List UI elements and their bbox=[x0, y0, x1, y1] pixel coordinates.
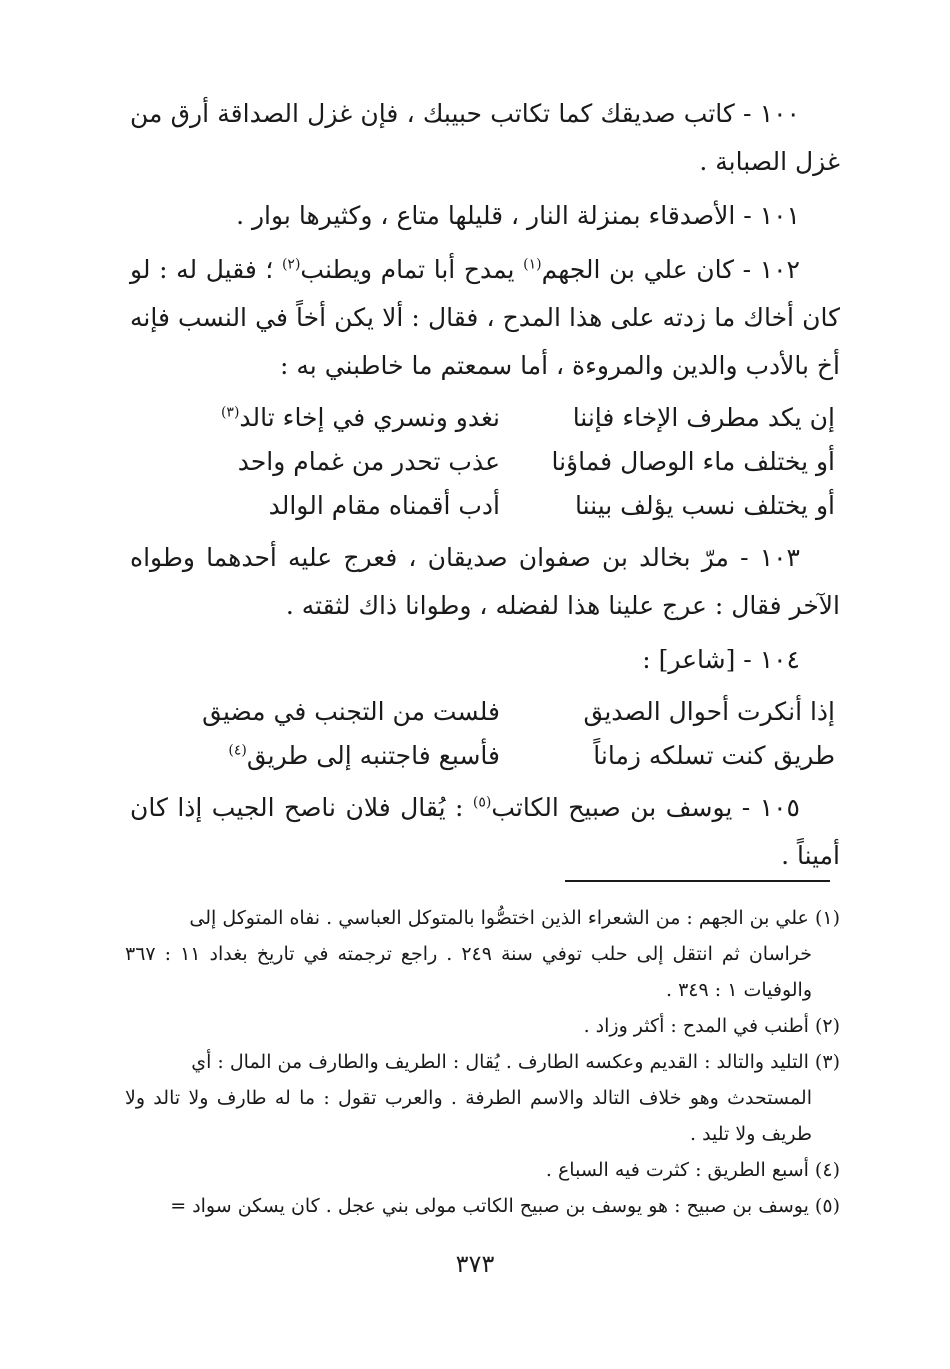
footnote-1 bbox=[125, 900, 840, 1008]
entry-101: ١٠١ - الأصدقاء بمنزلة النار ، قليلها متاع ، وكثيرها بوار . bbox=[236, 201, 800, 230]
verse-second-hemistich: نغدو ونسري في إخاء تالد$^{(٣)}$ bbox=[220, 403, 500, 432]
verse-line bbox=[130, 690, 840, 734]
entry-105-part-2: : يُقال فلان ناصح الجيب إذا كان أميناً . bbox=[130, 793, 840, 870]
entry-104: ١٠٤ - [شاعر] : bbox=[642, 645, 800, 674]
entry-100: ١٠٠ - كاتب صديقك كما تكاتب حبيبك ، فإن غزل الصداقة أرق من غزل الصبابة . bbox=[130, 99, 840, 176]
entry-102 bbox=[130, 246, 840, 390]
main-text bbox=[130, 90, 840, 886]
footnote-3-first-line: (٣) التليد والتالد : القديم وعكسه الطارف . يُقال : الطريف والطارف من المال : أي bbox=[191, 1051, 840, 1073]
footnote-1-first-line: (١) علي بن الجهم : من الشعراء الذين اختصُّوا بالمتوكل العباسي . نفاه المتوكل إلى bbox=[189, 907, 840, 929]
verse-second-hemistich: عذب تحدر من غمام واحد bbox=[237, 447, 500, 476]
verse-line bbox=[130, 440, 840, 484]
poem-1 bbox=[130, 396, 840, 528]
footnote-2 bbox=[125, 1008, 840, 1044]
page-number: ٣٧٣ bbox=[455, 1250, 495, 1278]
footnotes bbox=[125, 900, 840, 1224]
entry-103: ١٠٣ - مرّ بخالد بن صفوان صديقان ، فعرج عليه أحدهما وطواه الآخر فقال : عرج علينا هذا لفضله ، وطوانا ذاك لثقته . bbox=[130, 543, 840, 620]
verse-first-hemistich: أو يختلف ماء الوصال فماؤنا bbox=[551, 447, 835, 476]
entry-102-part-3: ؛ فقيل له : لو كان أخاك ما زدته على هذا المدح ، فقال : ألا يكن أخاً في النسب فإنه أخ بالأدب والدين والمروءة ، أما سمعتم ما خاطبني به : bbox=[130, 255, 840, 380]
verse-first-hemistich: أو يختلف نسب يؤلف بيننا bbox=[575, 491, 835, 520]
footnote-4 bbox=[125, 1152, 840, 1188]
footnote-5-text: (٥) يوسف بن صبيح : هو يوسف بن صبيح الكاتب مولى بني عجل . كان يسكن سواد = bbox=[170, 1195, 840, 1217]
entry-102-part-1: ١٠٢ - كان علي بن الجهم bbox=[541, 255, 800, 284]
entry-102-part-2: يمدح أبا تمام ويطنب bbox=[300, 255, 524, 284]
footnote-marker-5: (٥) bbox=[472, 794, 492, 811]
verse-line bbox=[130, 484, 840, 528]
footnote-4-text: (٤) أسبع الطريق : كثرت فيه السباع . bbox=[545, 1159, 840, 1181]
footnote-marker-4: (٤) bbox=[228, 742, 247, 759]
footnote-marker-1: (١) bbox=[523, 256, 542, 273]
poem-2 bbox=[130, 690, 840, 778]
footnote-2-text: (٢) أطنب في المدح : أكثر وزاد . bbox=[583, 1015, 840, 1037]
verse-second-hemistich: أدب أقمناه مقام الوالد bbox=[268, 491, 500, 520]
verse-second-hemistich: فلست من التجنب في مضيق bbox=[202, 697, 500, 726]
footnote-3-continuation: المستحدث وهو خلاف التالد والاسم الطرفة . والعرب تقول : ما له طارف ولا تالد ولا طريف ولا تليد . bbox=[125, 1087, 812, 1145]
verse-second-hemistich: فأسبع فاجتنبه إلى طريق$^{(٤)}$ bbox=[228, 741, 500, 770]
entry-105-part-1: ١٠٥ - يوسف بن صبيح الكاتب bbox=[491, 793, 800, 822]
entry-105 bbox=[130, 784, 840, 880]
footnote-1-continuation: خراسان ثم انتقل إلى حلب توفي سنة ٢٤٩ . راجع ترجمته في تاريخ بغداد ١١ : ٣٦٧ والوفيات ١ : ٣٤٩ . bbox=[125, 943, 812, 1001]
verse-first-hemistich: إذا أنكرت أحوال الصديق bbox=[583, 697, 835, 726]
verse-line bbox=[130, 734, 840, 778]
footnote-marker-2: (٢) bbox=[281, 256, 301, 273]
footnote-marker-3: (٣) bbox=[220, 404, 240, 421]
footnote-separator bbox=[565, 880, 830, 882]
footnote-3 bbox=[125, 1044, 840, 1152]
verse-first-hemistich: طريق كنت تسلكه زماناً bbox=[593, 741, 835, 770]
verse-line bbox=[130, 396, 840, 440]
verse-first-hemistich: إن يكد مطرف الإخاء فإننا bbox=[572, 403, 835, 432]
footnote-5 bbox=[125, 1188, 840, 1224]
